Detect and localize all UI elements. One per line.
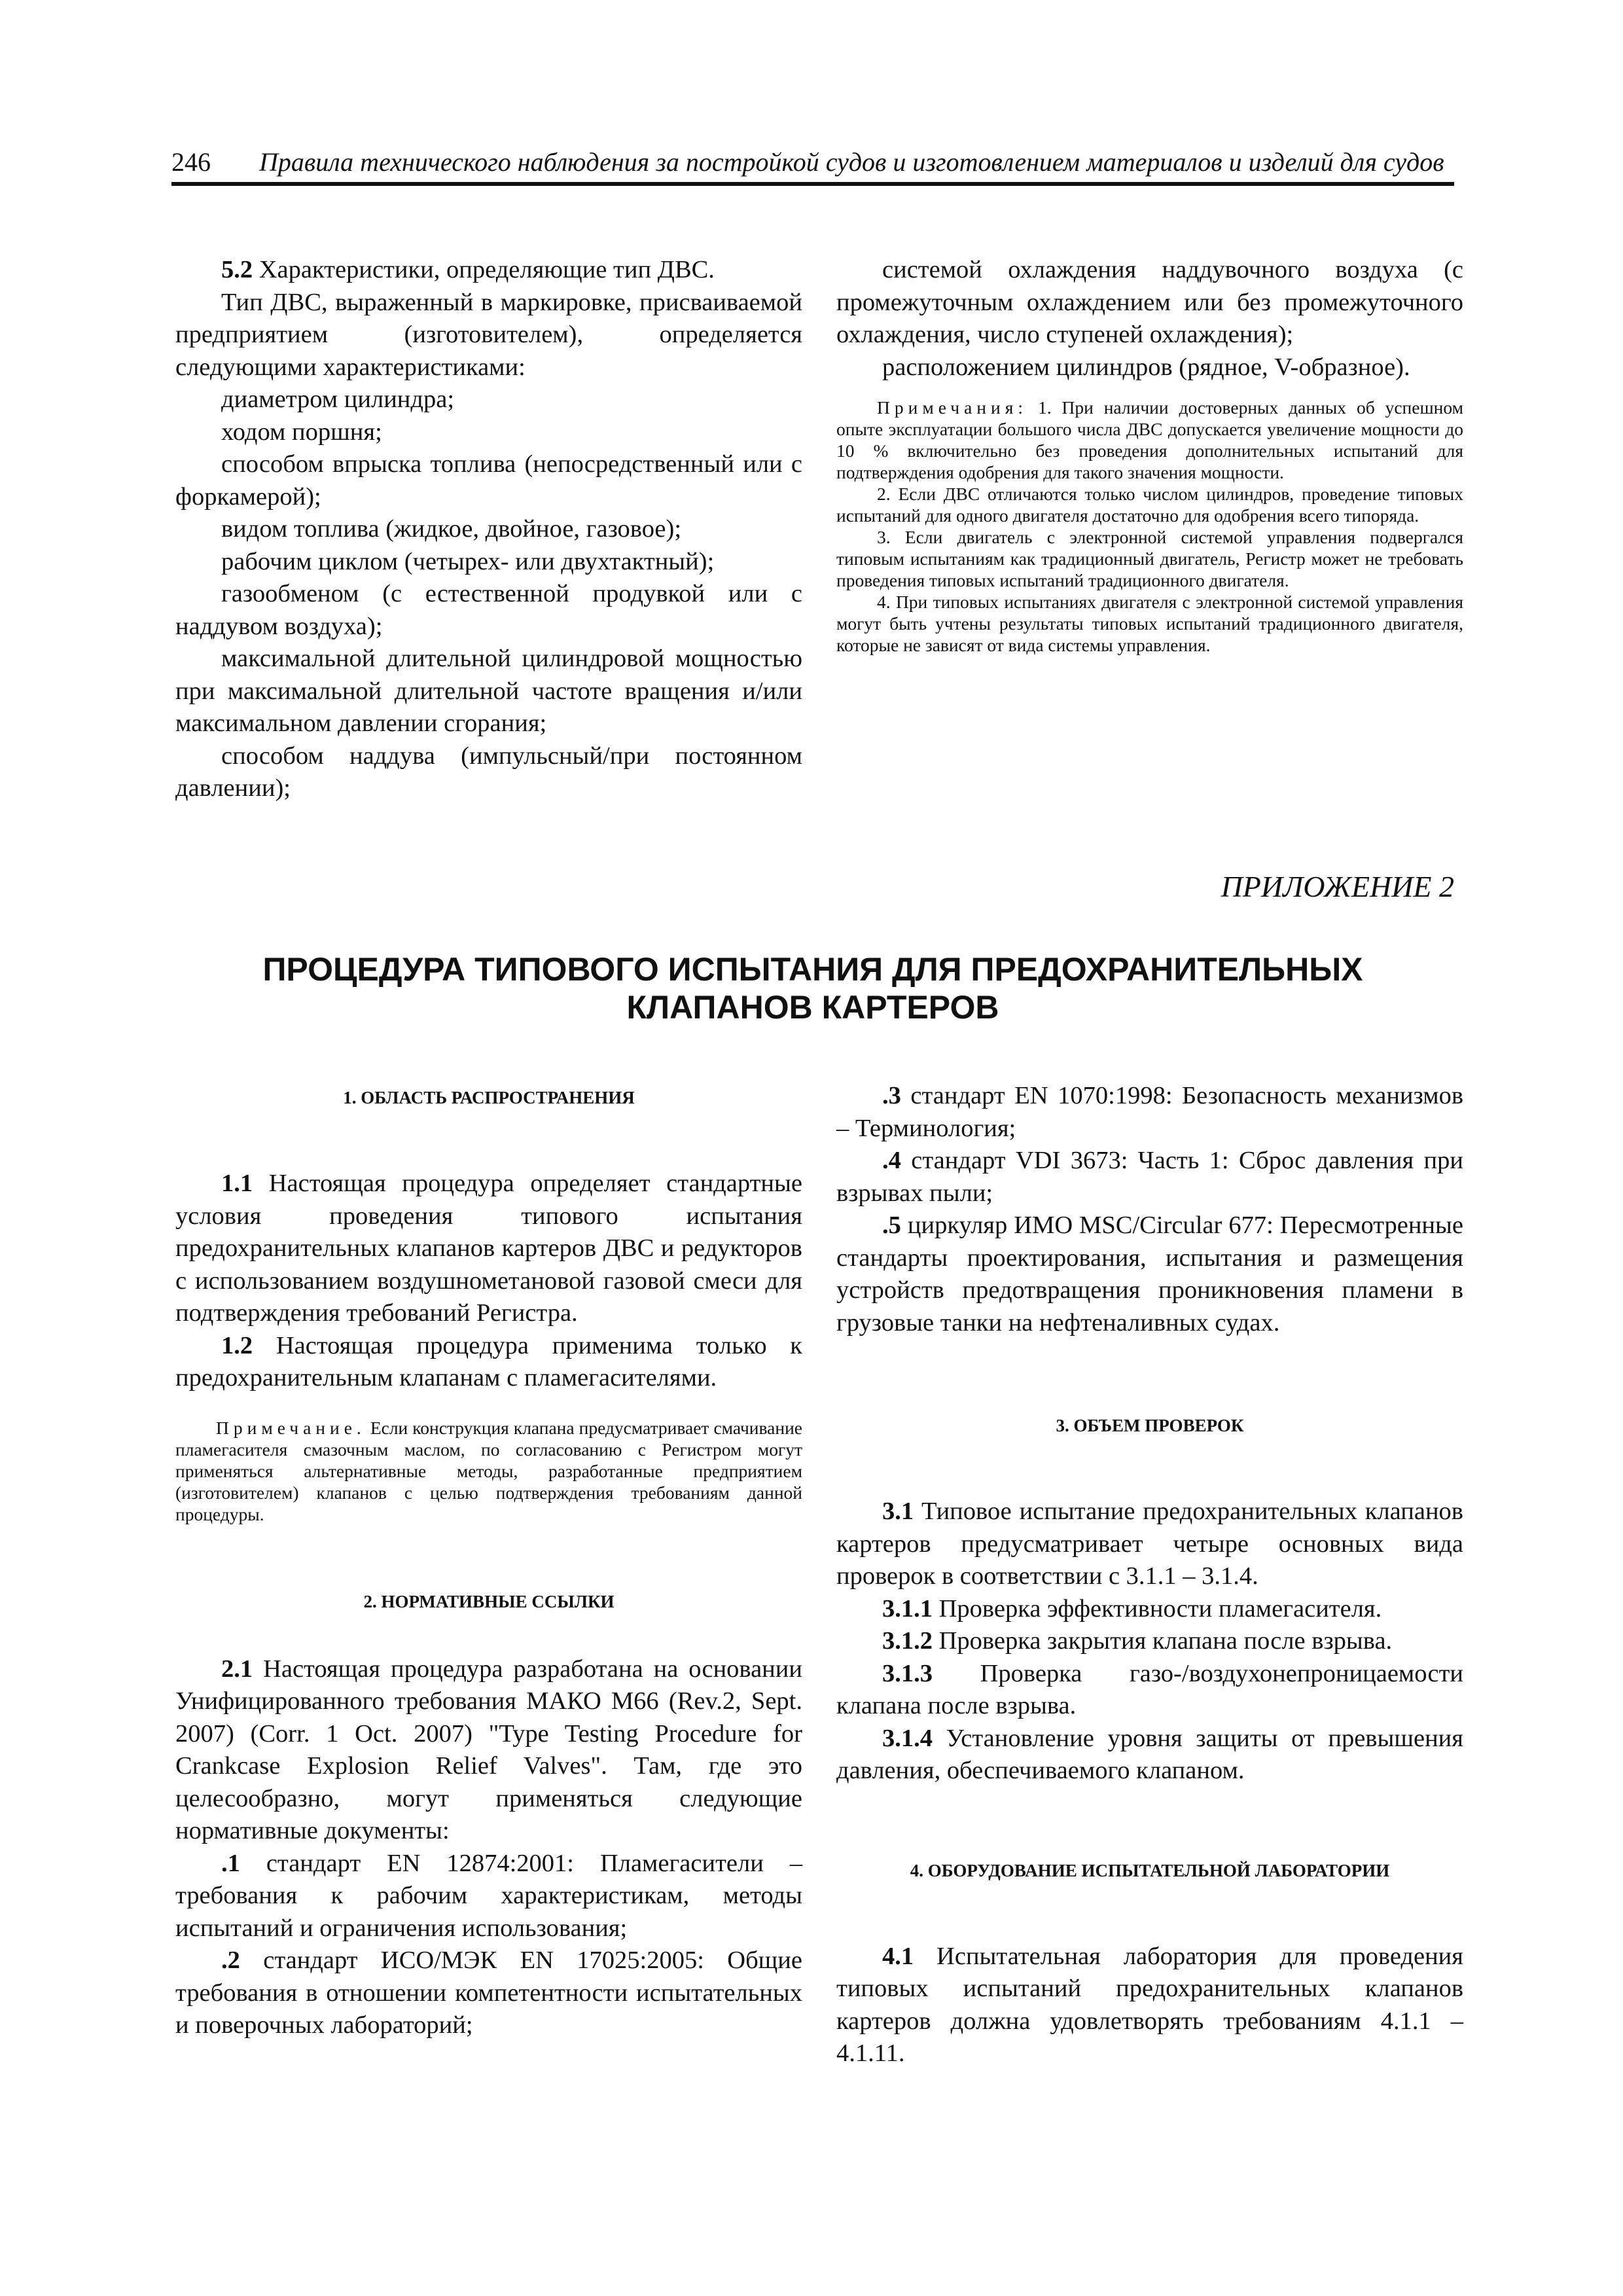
section-heading-1: 1. ОБЛАСТЬ РАСПРОСТРАНЕНИЯ [343, 1088, 635, 1107]
note-2: 2. Если ДВС отличаются только числом цилиндров, проведение типовых испытаний для одного двигателя достаточно для одобрения всего типоряда. [836, 484, 1463, 526]
list-item: способом впрыска топлива (непосредственный или с форкамерой); [175, 450, 802, 511]
paragraph-4-1: 4.1 Испытательная лаборатория для проведения типовых испытаний предохранительных клапанов картеров должна удовлетворять требованиям 4.1.1 – 4.1.11. [836, 1942, 1463, 2067]
paragraph-3-1-1: 3.1.1 Проверка эффективности пламегасителя. [882, 1594, 1382, 1623]
paragraph-3-1: 3.1 Типовое испытание предохранительных клапанов картеров предусматривает четыре основных вида проверок в соответствии с 3.1.1 – 3.1.4. [836, 1498, 1463, 1590]
note-block: Примечание. Если конструкция клапана предусматривает смачивание пламегасителя смазочным маслом, по согласованию с Регистром могут применяться альтернативные методы, разработанные предприятием (изготовителем) клапанов с целью подтверждения требованиям данной процедуры. [175, 1417, 802, 1524]
section-heading-4: 4. ОБОРУДОВАНИЕ ИСПЫТАТЕЛЬНОЙ ЛАБОРАТОРИИ [910, 1860, 1390, 1880]
paragraph-2-1: 2.1 Настоящая процедура разработана на основании Унифицированного требования МАКО М66 (Rev.2, Sept. 2007) (Corr. 1 Oct. 2007) "Type Testing Procedure for Crankcase Explosion Relief Valves". Там, где это целесообразно, могут применяться следующие нормативные документы: [175, 1655, 802, 1844]
paragraph-3-1-3: 3.1.3 Проверка газо-/воздухонепроницаемости клапана после взрыва. [836, 1659, 1463, 1719]
list-item-5: .5 циркуляр ИМО MSC/Circular 677: Пересмотренные стандарты проектирования, испытания и размещения устройств предотвращения проникновения пламени в грузовые танки на нефтеналивных судах. [836, 1211, 1463, 1336]
list-item: системой охлаждения наддувочного воздуха (с промежуточным охлаждением или без промежуточного охлаждения, число ступеней охлаждения); [836, 256, 1463, 348]
paragraph-1-1: 1.1 Настоящая процедура определяет стандартные условия проведения типового испытания предохранительных клапанов картеров ДВС и редукторов с использованием воздушнометановой газовой смеси для подтверждения требований Регистра. [175, 1170, 802, 1327]
appendix-label: ПРИЛОЖЕНИЕ 2 [1221, 870, 1454, 903]
list-item: видом топлива (жидкое, двойное, газовое); [221, 515, 682, 543]
running-header [171, 145, 1454, 186]
paragraph-3-1-4: 3.1.4 Установление уровня защиты от превышения давления, обеспечиваемого клапаном. [836, 1724, 1463, 1784]
note-4: 4. При типовых испытаниях двигателя с электронной системой управления могут быть учтены результаты типовых испытаний традиционного двигателя, которые не зависят от вида системы управления. [836, 592, 1463, 655]
list-item: способом наддува (импульсный/при постоянном давлении); [175, 742, 802, 802]
list-item: газообменом (с естественной продувкой или с наддувом воздуха); [175, 580, 802, 640]
document-title: ПРОЦЕДУРА ТИПОВОГО ИСПЫТАНИЯ ДЛЯ ПРЕДОХРАНИТЕЛЬНЫХ КЛАПАНОВ КАРТЕРОВ [262, 951, 1363, 1026]
list-item: расположением цилиндров (рядное, V-образное). [882, 353, 1410, 381]
paragraph: Тип ДВС, выраженный в маркировке, присваиваемой предприятием (изготовителем), определяется следующими характеристиками: [175, 288, 802, 381]
section-heading-3: 3. ОБЪЕМ ПРОВЕРОК [1056, 1416, 1244, 1435]
paragraph-5-2: 5.2 Характеристики, определяющие тип ДВС. [221, 256, 715, 283]
list-item-2: .2 стандарт ИСО/МЭК EN 17025:2005: Общие требования в отношении компетентности испытательных и поверочных лабораторий; [175, 1946, 802, 2039]
bottom-right-column [836, 1080, 1463, 2070]
running-title: Правила технического наблюдения за постройкой судов и изготовлением материалов и изделий для судов [259, 147, 1444, 177]
section-heading-2: 2. НОРМАТИВНЫЕ ССЫЛКИ [363, 1591, 615, 1611]
page-number: 246 [171, 147, 211, 177]
bottom-left-column [175, 1086, 802, 2042]
top-right-column [836, 254, 1463, 656]
paragraph-3-1-2: 3.1.2 Проверка закрытия клапана после взрыва. [882, 1627, 1393, 1655]
list-item: ходом поршня; [221, 418, 382, 446]
list-item-3: .3 стандарт EN 1070:1998: Безопасность механизмов – Терминология; [836, 1082, 1463, 1142]
notes-block [836, 397, 1463, 656]
note-1: Примечания: 1. При наличии достоверных данных об успешном опыте эксплуатации большого числа ДВС допускается увеличение мощности до 10 % включительно без проведения дополнительных испытаний для подтверждения одобрения для такого значения мощности. [836, 397, 1463, 482]
top-left-column [175, 254, 802, 805]
note-3: 3. Если двигатель с электронной системой управления подвергался типовым испытаниям как традиционный двигатель, Регистр может не требовать проведения типовых испытаний традиционного двигателя. [836, 527, 1463, 590]
paragraph-1-2: 1.2 Настоящая процедура применима только к предохранительным клапанам с пламегасителями. [175, 1331, 802, 1391]
list-item: максимальной длительной цилиндровой мощностью при максимальной длительной частоте вращения и/или максимальном давлении сгорания; [175, 645, 802, 737]
list-item: диаметром цилиндра; [221, 386, 455, 413]
list-item-4: .4 стандарт VDI 3673: Часть 1: Сброс давления при взрывах пыли; [836, 1147, 1463, 1207]
list-item-1: .1 стандарт EN 12874:2001: Пламегасители – требования к рабочим характеристикам, методы испытаний и ограничения использования; [175, 1849, 802, 1942]
list-item: рабочим циклом (четырех- или двухтактный); [221, 547, 715, 575]
